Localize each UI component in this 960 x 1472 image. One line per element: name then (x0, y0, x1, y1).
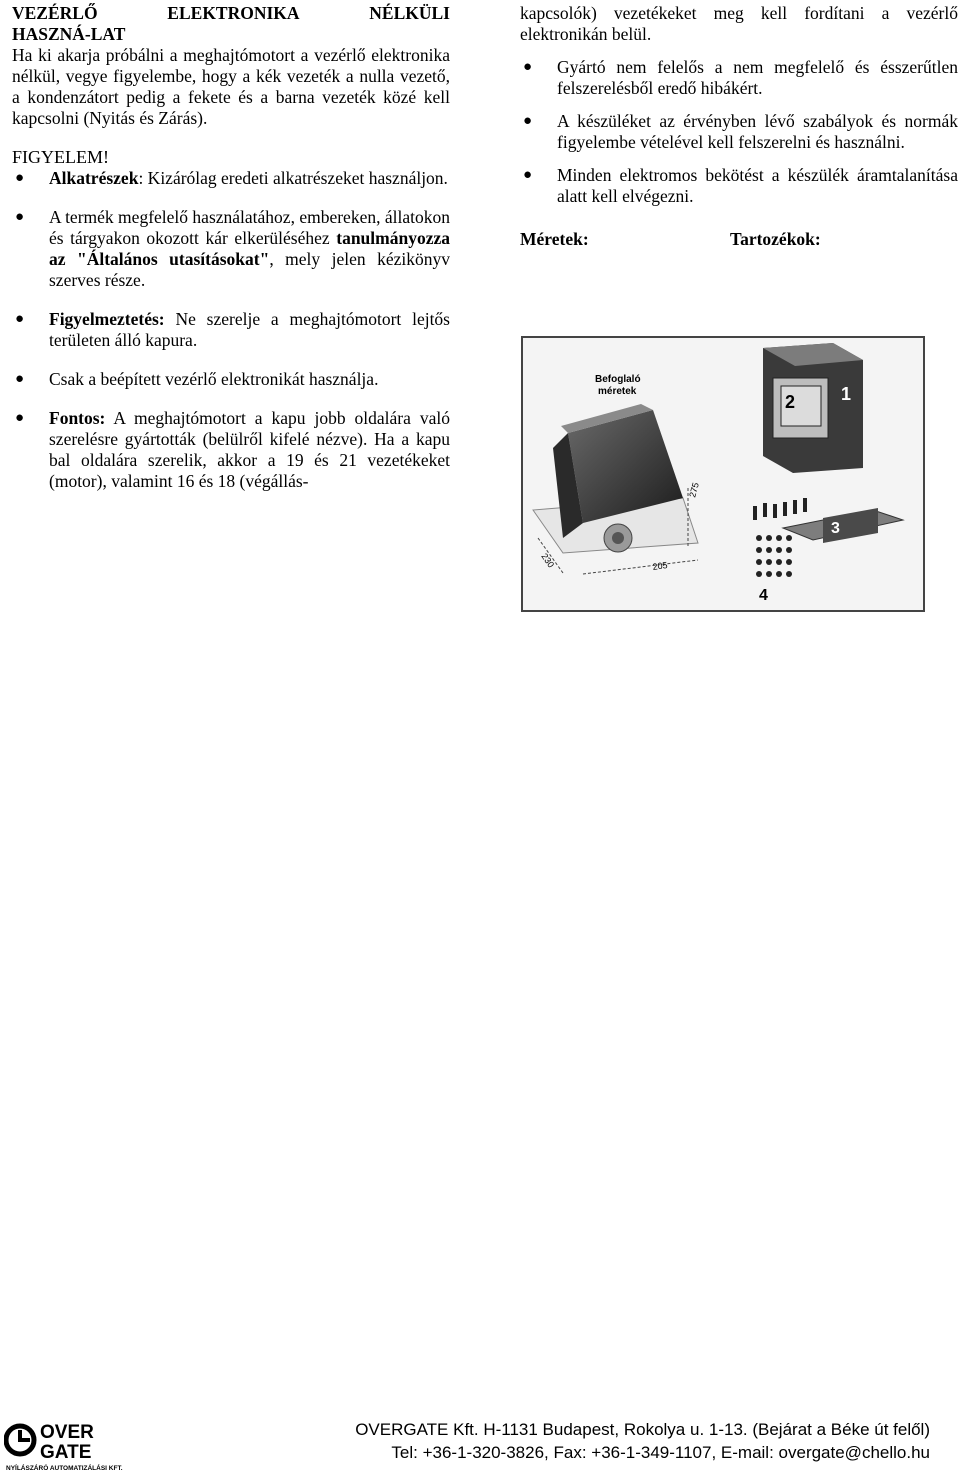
footer-address: OVERGATE Kft. H-1131 Budapest, Rokolya u. 1-13. (Bejárat a Béke út felől) (355, 1420, 930, 1439)
bullet-power-off (520, 165, 958, 207)
bullet-warning-bold: Figyelmeztetés: (49, 309, 165, 329)
bullet-icon: ● (15, 170, 25, 186)
footer-phone-email: Tel: +36-1-320-3826, Fax: +36-1-349-1107, E-mail: overgate@chello.hu (391, 1443, 930, 1462)
dim-230: 230 (539, 551, 557, 570)
logo-tagline: NYÍLÁSZÁRÓ AUTOMATIZÁLÁSI KFT. (6, 1465, 123, 1472)
bullet-parts (12, 168, 450, 189)
product-illustration (523, 338, 923, 610)
dims-label-2: méretek (598, 386, 637, 397)
footer-contact (355, 1418, 930, 1464)
left-column (12, 3, 450, 492)
control-box (763, 343, 863, 473)
accessories-heading: Tartozékok: (730, 229, 821, 249)
bullet-electronics-text: Csak a beépített vezérlő elektronikát használja. (49, 369, 379, 389)
continued-paragraph: kapcsolók) vezetékeket meg kell fordítani a vezérlő elektronikán belül. (520, 3, 958, 44)
bullet-parts-bold: Alkatrészek (49, 168, 139, 188)
part-2-label: 2 (785, 392, 796, 412)
bullet-power-off-text: Minden elektromos bekötést a készülék áramtalanítása alatt kell elvégezni. (557, 165, 958, 206)
mounting-bracket (783, 508, 903, 543)
logo-gate: GATE (40, 1442, 92, 1463)
bullet-icon: ● (15, 410, 25, 426)
bullet-regulations-text: A készüléket az érvényben lévő szabályok és normák figyelembe vételével kell felszerelni és használni. (557, 111, 958, 152)
bullet-electronics (12, 369, 450, 390)
bullet-parts-text: : Kizárólag eredeti alkatrészeket használjon. (138, 168, 448, 188)
dimensions-heading: Méretek: (520, 229, 589, 249)
bullet-proper-use (12, 207, 450, 291)
right-column (520, 3, 958, 250)
bullet-important-text: A meghajtómotort a kapu jobb oldalára való szerelésre gyártották (belülről kifelé nézve). Ha a kapu bal oldalára szerelik, akkor a 19 és 21 vezetékeket (motor), valamint 16 és 18 (végállás- (49, 408, 450, 491)
bullet-warning (12, 309, 450, 351)
dim-205: 205 (651, 559, 669, 572)
bullet-liability (520, 57, 958, 99)
logo-over: OVER (40, 1422, 94, 1443)
section-title (12, 3, 450, 24)
bullet-proper-use-text1: A termék megfelelő használatához, embereken, állatokon és tárgyakon okozott kár elkerüléséhez (49, 207, 450, 248)
company-logo (4, 1418, 130, 1472)
bullet-icon: ● (523, 59, 533, 75)
bullet-regulations (520, 111, 958, 153)
bullet-icon: ● (523, 167, 533, 183)
figure-headings (520, 229, 958, 250)
page-footer (0, 1412, 960, 1472)
motor-housing (533, 404, 698, 553)
bullet-important-bold: Fontos: (49, 408, 106, 428)
part-3-label: 3 (831, 520, 840, 537)
bullet-icon: ● (15, 209, 25, 225)
bullet-proper-use-bold: tanulmányozza az "Általános utasításokat" (49, 228, 450, 269)
bullet-icon: ● (15, 311, 25, 327)
intro-paragraph: Ha ki akarja próbálni a meghajtómotort a vezérlő elektronika nélkül, vegye figyelembe, hogy a kék vezeték a nulla vezető, a kondenzátort pedig a fekete és a barna vezeték közé kell kapcsolni (Nyitás és Zárás). (12, 45, 450, 128)
bullet-warning-text: Ne szerelje a meghajtómotort lejtős területen álló kapura. (49, 309, 450, 350)
bullet-liability-text: Gyártó nem felelős a nem megfelelő és ésszerűtlen felszerelésből eredő hibákért. (557, 57, 958, 98)
part-1-label: 1 (841, 384, 852, 404)
dims-label-1: Befoglaló (595, 374, 641, 385)
bullet-important (12, 408, 450, 492)
title-word-3: NÉLKÜLI (369, 3, 450, 23)
bullet-icon: ● (15, 371, 25, 387)
bullet-proper-use-text2: , mely jelen kézikönyv szerves része. (49, 249, 450, 290)
dim-275: 275 (687, 481, 701, 499)
product-figure (521, 336, 925, 612)
screws-group (753, 498, 807, 577)
bullet-icon: ● (523, 113, 533, 129)
title-word-2: ELEKTRONIKA (167, 3, 300, 23)
part-4-label: 4 (759, 587, 768, 604)
title-word-1: VEZÉRLŐ (12, 3, 98, 23)
section-title-line2: HASZNÁ-LAT (12, 24, 126, 44)
attention-heading: FIGYELEM! (12, 147, 109, 167)
